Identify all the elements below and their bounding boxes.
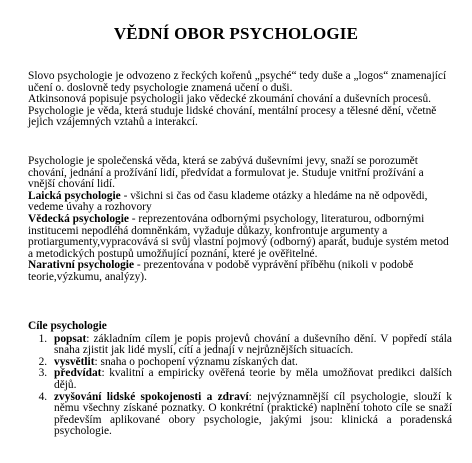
intro-section	[28, 71, 452, 129]
intro-paragraph-1: Slovo psychologie je odvozeno z řeckých kořenů „psyché“ tedy duše a „logos“ znamenající učení o. doslovně tedy psychologie znamená učení o duši.	[28, 70, 447, 94]
narrative-psychology-term: Narativní psychologie	[28, 259, 134, 272]
scientific-psychology-term: Vědecká psychologie	[28, 212, 129, 225]
goal-text-2: : snaha o pochopení významu získaných dat.	[94, 355, 298, 368]
scientific-psychology-paragraph	[28, 214, 452, 260]
goals-list	[28, 334, 452, 438]
goal-item-4	[50, 392, 452, 438]
goal-item-1	[50, 334, 452, 357]
page-title: VĚDNÍ OBOR PSYCHOLOGIE	[113, 24, 359, 43]
intro-paragraph-2: Atkinsonová popisuje psychologii jako vědecké zkoumání chování a duševních procesů.	[28, 93, 432, 106]
goal-term-2: vysvětlit	[54, 355, 95, 368]
goals-section	[28, 321, 452, 438]
scientific-psychology-text: - reprezentována odbornými psychology, literaturou, odbornými institucemi nepodléhá domněnkám, vyžaduje důkazy, konfrontuje argumenty a protiargumenty,vypracovává si svůj vlastní pojmový (odborný) aparát, buduje systém metod a metodických postupů umožňující poznání, které je ověřitelné.	[28, 212, 449, 260]
social-paragraph: Psychologie je společenská věda, která se zabývá duševními jevy, snaží se porozumět chování, jednání a prožívání lidí, předvídat a formulovat je. Studuje vnitřní prožívání a vnější chování lidí.	[28, 155, 424, 191]
goal-text-1: : základním cílem je popis projevů chování a duševního dění. V popředí stála snaha zjistit jak lidé myslí, cítí a jednají v nejrůznějších situacích.	[54, 332, 452, 357]
social-science-section	[28, 156, 452, 284]
goal-term-1: popsat	[54, 332, 87, 345]
narrative-psychology-paragraph	[28, 260, 452, 283]
narrative-psychology-text: - prezentována v podobě vyprávění příběhu (nikoli v podobě teorie,výzkumu, analýzy).	[28, 259, 414, 283]
lay-psychology-paragraph	[28, 191, 452, 214]
goals-heading: Cíle psychologie	[28, 320, 107, 332]
goal-text-4: : nejvýznamnější cíl psychologie, slouží k němu všechny získané poznatky. O konkrétní (praktické) naplnění tohoto cíle se snaží především aplikované obory psychologie, jakými jsou: klinická a poradenská psychologie.	[54, 390, 452, 438]
intro-paragraph-3: Psychologie je věda, která studuje lidské chování, mentální procesy a tělesné dění, včetně jejich vzájemných vztahů a interakcí.	[28, 104, 437, 129]
lay-psychology-term: Laická psychologie	[28, 189, 121, 202]
goal-term-3: předvídat	[54, 367, 102, 380]
goal-item-3	[50, 368, 452, 391]
goal-text-3: : kvalitní a empiricky ověřená teorie by měla umožňovat predikci dalších dějů.	[54, 367, 452, 391]
goal-term-4: zvyšování lidské spokojenosti a zdraví	[54, 390, 249, 403]
lay-psychology-text: - všichni si čas od času klademe otázky a hledáme na ně odpovědi, vedeme úvahy a rozhovory	[28, 189, 428, 214]
